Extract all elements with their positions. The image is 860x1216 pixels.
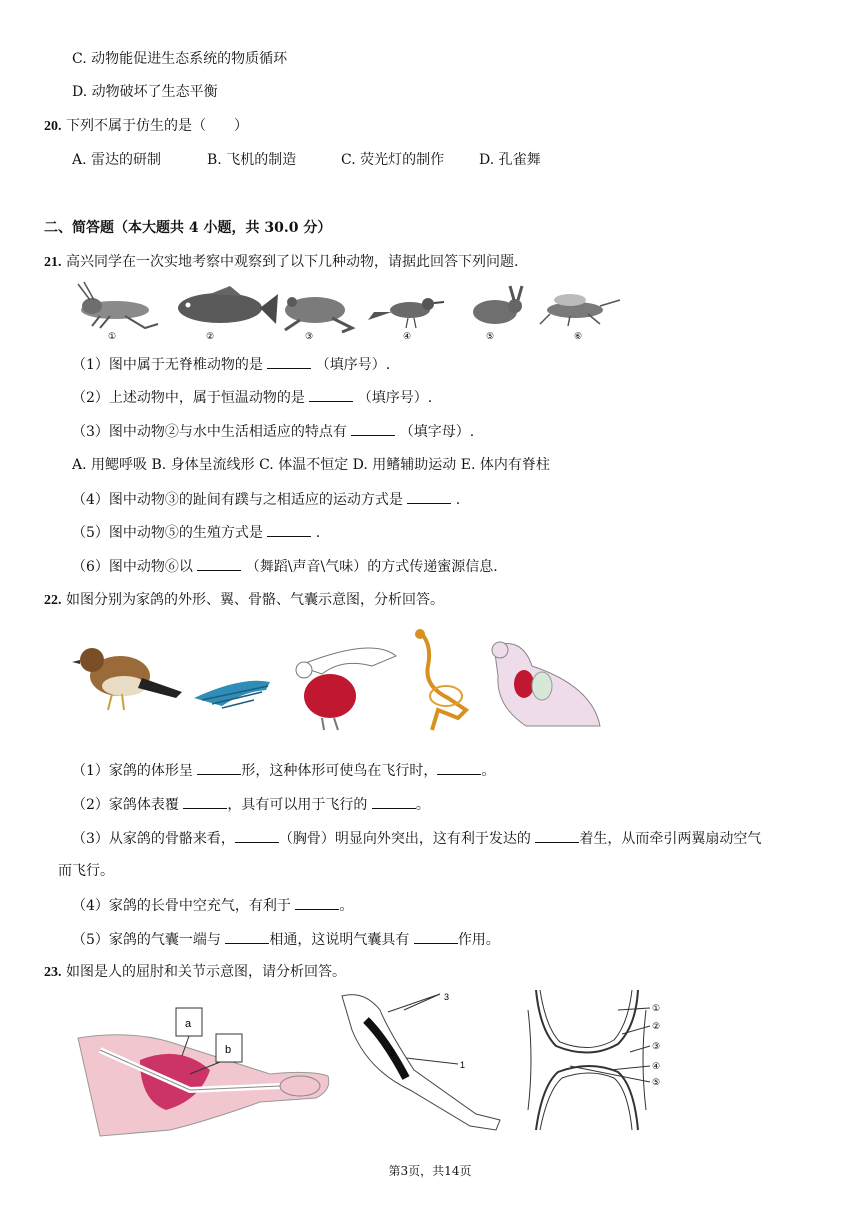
section-count: 4 [188,220,199,236]
label-b: b [225,1044,232,1056]
question-stem: 下列不属于仿生的是（ ） [65,118,248,134]
q22-stem [44,590,444,611]
answer-blank[interactable] [267,354,311,369]
question-number: 21. [44,255,62,270]
sub-text: 。 [339,898,354,914]
answer-blank[interactable] [225,929,269,944]
q21-sub2 [72,387,432,408]
arm-label-2: 2 [390,1048,396,1058]
page-footer: 第3页，共14页 [388,1164,472,1178]
answer-blank[interactable] [437,760,481,775]
sub-text: （5）家鸽的气囊一端与 [72,932,226,948]
arm-label-3: 3 [444,992,450,1002]
answer-blank[interactable] [351,421,395,436]
pigeon-skeleton-image [415,629,466,730]
sub-text: . [451,492,461,508]
q21-sub3 [72,421,474,442]
q22-sub1 [72,760,495,781]
q22-sub5 [72,929,500,950]
joint-label-5: ⑤ [652,1077,661,1087]
joint-label-1: ① [652,1003,661,1013]
sub-text: （舞蹈\声音\气味）的方式传递蜜源信息. [241,559,498,575]
sub-text: （胸骨）明显向外突出，这有利于发达的 [278,831,536,847]
answer-blank[interactable] [183,794,227,809]
arm-label-1: 1 [460,1060,466,1070]
joint-label-2: ② [652,1021,661,1031]
sub-text: 着生，从而牵引两翼扇动空气 [579,831,762,847]
sub-text: . [311,525,321,541]
question-number: 23. [44,965,62,980]
q20-option-a: A. 雷达的研制 [72,152,162,168]
q22-sub3-continued: 而飞行。 [58,863,114,879]
answer-blank[interactable] [372,794,416,809]
bird-image [368,298,444,328]
q19-option-c: C. 动物能促进生态系统的物质循环 [72,51,288,67]
section-heading [44,218,331,238]
sub-text: （填序号）. [311,357,391,373]
q20-option-c: C. 荧光灯的制作 [341,152,445,168]
question-number: 22. [44,593,62,608]
answer-blank[interactable] [235,828,279,843]
q19-option-d: D. 动物破坏了生态平衡 [72,84,218,100]
animal-label-2: ② [206,331,215,341]
fish-image [178,286,278,324]
sub-text: 相通，这说明气囊具有 [269,932,414,948]
section-score: 30.0 [264,220,299,236]
answer-blank[interactable] [309,387,353,402]
grasshopper-image [78,282,158,328]
q22-sub2 [72,794,430,815]
sub-text: 形，这种体形可使鸟在飞行时， [241,763,438,779]
q21-sub1 [72,354,390,375]
q21-sub6 [72,556,498,577]
sub-text: （填序号）. [353,390,433,406]
pigeon-exterior-image [72,648,182,710]
frog-image [285,297,352,332]
question-stem: 如图分别为家鸽的外形、翼、骨骼、气囊示意图，分析回答。 [65,592,444,608]
wing-image [194,681,270,708]
q21-sub4 [72,489,460,510]
animal-label-6: ⑥ [574,331,583,341]
elbow-joint-figure [70,990,690,1140]
pigeon-skeleton-muscle-image [296,648,396,730]
sub-text: 。 [415,797,430,813]
label-a: a [185,1018,192,1030]
sub-text: ，具有可以用于飞行的 [227,797,372,813]
sub-text: （1）家鸽的体形呈 [72,763,198,779]
sub-text: （3）从家鸽的骨骼来看， [72,831,235,847]
sub-text: （2）上述动物中，属于恒温动物的是 [72,390,310,406]
answer-blank[interactable] [535,828,579,843]
section-title-post: 分） [298,220,332,236]
animal-label-3: ③ [305,331,314,341]
bent-arm-image [78,1008,329,1136]
q21-choices: A. 用鳃呼吸 B. 身体呈流线形 C. 体温不恒定 D. 用鳍辅助运动 E. 体内有脊柱 [72,457,550,473]
q20-stem [44,116,248,137]
pigeon-air-sac-image [492,642,600,726]
sub-text: （4）图中动物③的趾间有蹼与之相适应的运动方式是 [72,492,408,508]
animal-label-1: ① [108,331,117,341]
arm-muscle-diagram [342,992,500,1130]
answer-blank[interactable] [414,929,458,944]
answer-blank[interactable] [267,522,311,537]
sub-text: （5）图中动物⑤的生殖方式是 [72,525,268,541]
q22-sub4 [72,895,353,916]
sub-text: （2）家鸽体表覆 [72,797,184,813]
joint-label-4: ④ [652,1061,661,1071]
sub-text: 作用。 [457,932,500,948]
q20-option-d: D. 孔雀舞 [479,152,541,168]
answer-blank[interactable] [197,760,241,775]
question-stem: 如图是人的屈肘和关节示意图，请分析回答。 [65,964,346,980]
animal-label-5: ⑤ [486,331,495,341]
rabbit-image [473,286,522,324]
question-number: 20. [44,119,62,134]
pigeon-figure [72,626,612,736]
sub-text: （1）图中属于无脊椎动物的是 [72,357,268,373]
q22-sub3 [72,828,761,849]
question-stem: 高兴同学在一次实地考察中观察到了以下几种动物，请据此回答下列问题. [65,254,519,270]
sub-text: （填字母）. [395,424,475,440]
animal-label-4: ④ [403,331,412,341]
sub-text: （4）家鸽的长骨中空充气，有利于 [72,898,296,914]
answer-blank[interactable] [295,895,339,910]
section-title-pre: 二、简答题（本大题共 [44,220,189,236]
bee-image [540,294,620,326]
q23-stem [44,962,346,983]
q20-option-b: B. 飞机的制造 [207,152,297,168]
answer-blank[interactable] [407,489,451,504]
q21-stem [44,252,518,273]
sub-text: 。 [481,763,496,779]
sub-text: （6）图中动物⑥以 [72,559,198,575]
section-title-mid: 小题，共 [198,220,265,236]
joint-diagram [528,990,660,1130]
joint-label-3: ③ [652,1041,661,1051]
q21-sub5 [72,522,320,543]
animals-figure [70,280,635,342]
sub-text: （3）图中动物②与水中生活相适应的特点有 [72,424,352,440]
answer-blank[interactable] [197,556,241,571]
